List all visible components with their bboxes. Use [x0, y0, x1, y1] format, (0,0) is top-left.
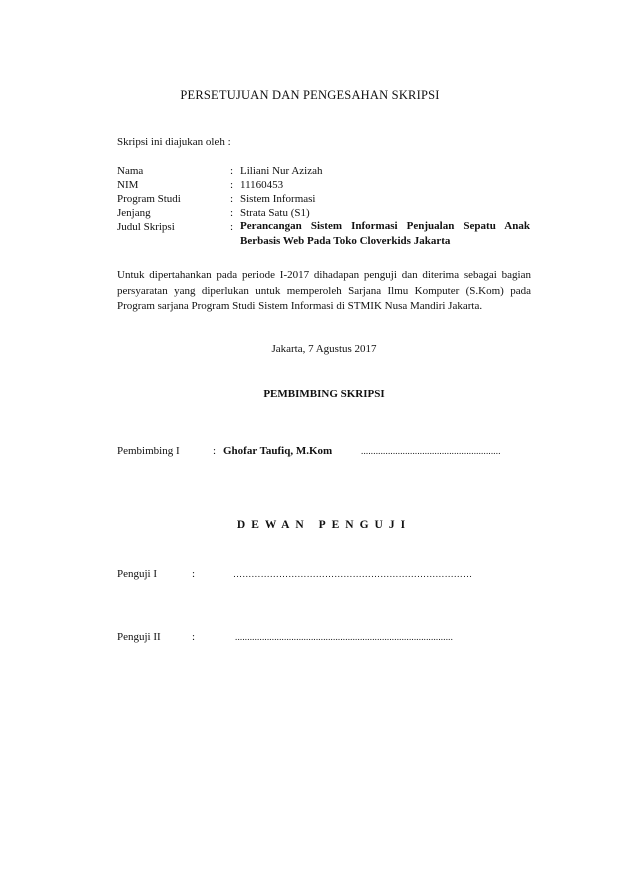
field-label: Program Studi	[117, 193, 181, 205]
field-label: Judul Skripsi	[117, 221, 175, 233]
signature-line: .........................................................	[361, 446, 501, 456]
page-title: PERSETUJUAN DAN PENGESAHAN SKRIPSI	[180, 88, 440, 102]
pembimbing-label: Pembimbing I	[117, 445, 180, 457]
field-value: Liliani Nur Azizah	[240, 165, 323, 177]
field-label: Jenjang	[117, 207, 151, 219]
field-separator: :	[230, 207, 234, 219]
penguji-label: Penguji II	[117, 631, 161, 643]
field-separator: :	[230, 193, 234, 205]
field-separator: :	[230, 221, 234, 233]
field-separator: :	[230, 165, 234, 177]
purpose-paragraph: Untuk dipertahankan pada periode I-2017 dihadapan penguji dan diterima sebagai bagian persyaratan yang diperlukan untuk memperoleh Sarjana Ilmu Komputer (S.Kom) pada Program sarjana Program Studi Sistem Informasi di STMIK Nusa Mandiri Jakarta.	[117, 269, 531, 312]
intro-text: Skripsi ini diajukan oleh :	[117, 136, 231, 148]
field-label: Nama	[117, 165, 144, 177]
field-separator: :	[230, 179, 234, 191]
penguji-separator: :	[192, 568, 196, 580]
date-place: Jakarta, 7 Agustus 2017	[271, 343, 377, 355]
dewan-penguji-heading: DEWAN PENGUJI	[236, 519, 412, 531]
pembimbing-name: Ghofar Taufiq, M.Kom	[223, 445, 333, 457]
field-value: 11160453	[240, 179, 284, 191]
pembimbing-heading: PEMBIMBING SKRIPSI	[263, 388, 385, 400]
penguji-label: Penguji I	[117, 568, 158, 580]
penguji-separator: :	[192, 631, 196, 643]
signature-line: .........................................................................................	[235, 632, 454, 642]
field-value: Sistem Informasi	[240, 193, 316, 205]
field-label: NIM	[117, 179, 139, 191]
pembimbing-separator: :	[213, 445, 217, 457]
signature-line: ……………………………………………………………………	[233, 569, 473, 579]
field-value: Strata Satu (S1)	[240, 207, 310, 219]
thesis-title-value: Perancangan Sistem Informasi Penjualan Sepatu Anak Berbasis Web Pada Toko Cloverkids Jakarta	[240, 220, 530, 247]
